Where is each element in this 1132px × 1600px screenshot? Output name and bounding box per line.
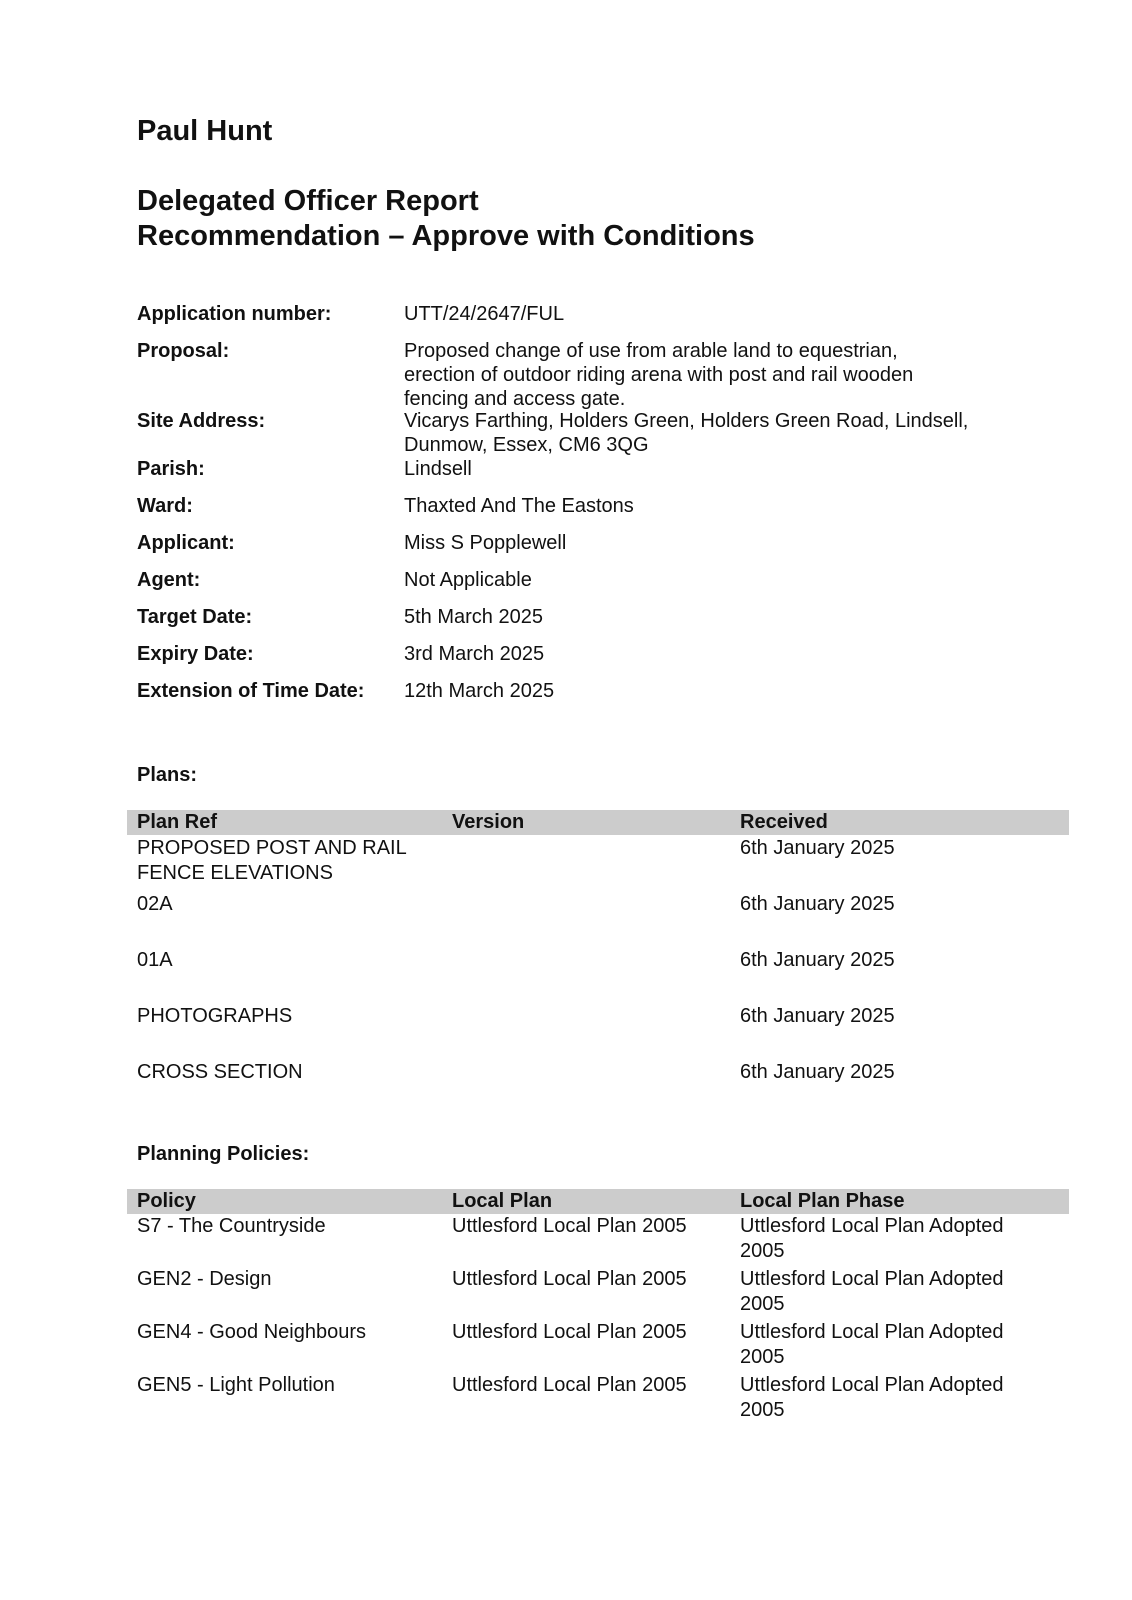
parish-label: Parish: [137, 458, 205, 480]
plan-ref: PROPOSED POST AND RAIL FENCE ELEVATIONS [137, 837, 407, 884]
officer-name: Paul Hunt [137, 115, 273, 147]
policy-local-plan: Uttlesford Local Plan 2005 [452, 1374, 687, 1396]
plan-received: 6th January 2025 [740, 1005, 895, 1027]
site-address-value: Vicarys Farthing, Holders Green, Holders Green Road, Lindsell, Dunmow, Essex, CM6 3QG [404, 410, 969, 456]
plan-ref: PHOTOGRAPHS [137, 1005, 293, 1027]
proposal-label: Proposal: [137, 340, 230, 362]
site-address-label: Site Address: [137, 410, 266, 432]
applicant-value: Miss S Popplewell [404, 532, 567, 554]
plan-received: 6th January 2025 [740, 893, 895, 915]
ward-value: Thaxted And The Eastons [404, 495, 634, 517]
plan-ref: 01A [137, 949, 173, 971]
policy-phase: Uttlesford Local Plan Adopted 2005 [740, 1268, 1004, 1315]
extension-date-value: 12th March 2025 [404, 680, 555, 702]
policy-local-plan: Uttlesford Local Plan 2005 [452, 1321, 687, 1343]
plans-heading: Plans: [137, 764, 198, 786]
policy-name: S7 - The Countryside [137, 1215, 326, 1237]
recommendation-title: Recommendation – Approve with Conditions [137, 220, 755, 252]
target-date-value: 5th March 2025 [404, 606, 543, 628]
plans-table-header [127, 810, 1069, 835]
plan-received: 6th January 2025 [740, 837, 895, 859]
expiry-date-value: 3rd March 2025 [404, 643, 545, 665]
plans-col-version: Version [452, 811, 525, 833]
plan-ref: 02A [137, 893, 173, 915]
ward-label: Ward: [137, 495, 193, 517]
policies-col-phase: Local Plan Phase [740, 1190, 905, 1212]
plan-ref: CROSS SECTION [137, 1061, 303, 1083]
report-title: Delegated Officer Report [137, 185, 479, 217]
application-number-label: Application number: [137, 303, 332, 325]
policy-phase: Uttlesford Local Plan Adopted 2005 [740, 1321, 1004, 1368]
agent-label: Agent: [137, 569, 201, 591]
policy-local-plan: Uttlesford Local Plan 2005 [452, 1268, 687, 1290]
policy-phase: Uttlesford Local Plan Adopted 2005 [740, 1374, 1004, 1421]
parish-value: Lindsell [404, 458, 472, 480]
plans-col-received: Received [740, 811, 828, 833]
extension-date-label: Extension of Time Date: [137, 680, 365, 702]
agent-value: Not Applicable [404, 569, 532, 591]
proposal-value: Proposed change of use from arable land to equestrian, erection of outdoor riding arena with post and rail wooden fencing and access gate. [404, 340, 914, 410]
application-number-value: UTT/24/2647/FUL [404, 303, 565, 325]
policies-heading: Planning Policies: [137, 1143, 310, 1165]
policies-table-header [127, 1189, 1069, 1214]
target-date-label: Target Date: [137, 606, 253, 628]
policy-name: GEN5 - Light Pollution [137, 1374, 335, 1396]
policy-local-plan: Uttlesford Local Plan 2005 [452, 1215, 687, 1237]
policies-col-local-plan: Local Plan [452, 1190, 553, 1212]
policies-col-policy: Policy [137, 1190, 196, 1212]
policy-name: GEN4 - Good Neighbours [137, 1321, 367, 1343]
expiry-date-label: Expiry Date: [137, 643, 254, 665]
policy-name: GEN2 - Design [137, 1268, 272, 1290]
plans-col-ref: Plan Ref [137, 811, 218, 833]
applicant-label: Applicant: [137, 532, 235, 554]
plan-received: 6th January 2025 [740, 1061, 895, 1083]
plan-received: 6th January 2025 [740, 949, 895, 971]
policy-phase: Uttlesford Local Plan Adopted 2005 [740, 1215, 1004, 1262]
